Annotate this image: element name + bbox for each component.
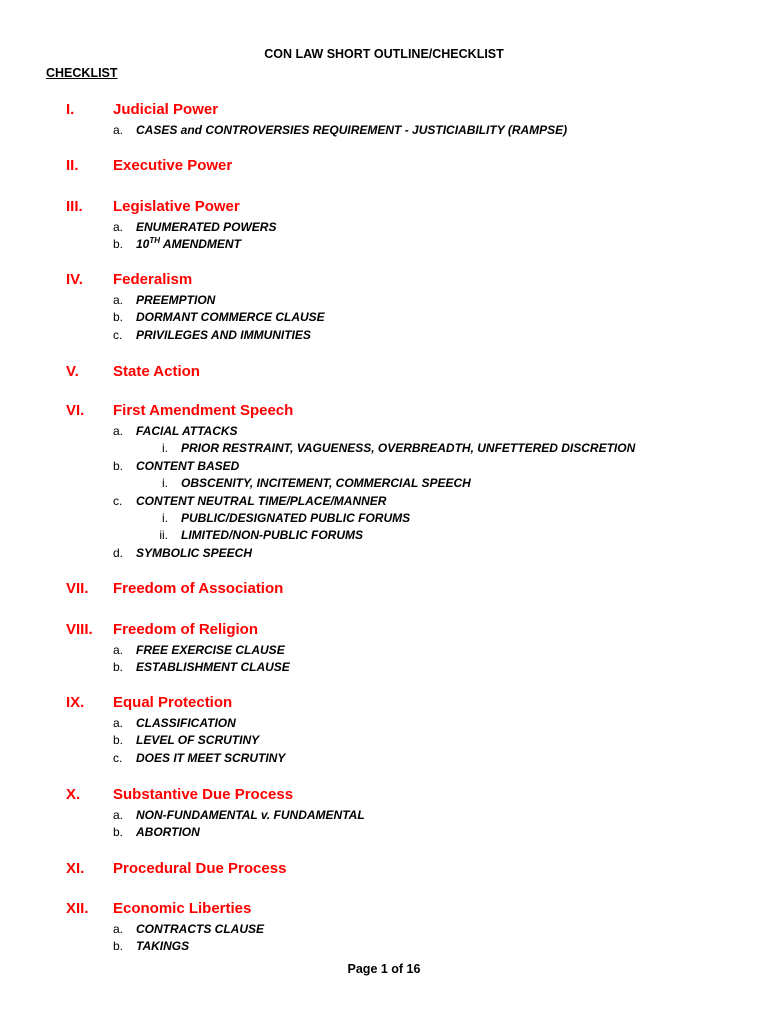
item-marker: a.: [113, 424, 124, 438]
outline-subitem: [0, 528, 768, 545]
section-title: Substantive Due Process: [113, 786, 294, 803]
outline-item: [0, 310, 768, 327]
item-text: [136, 220, 276, 234]
section-heading: [0, 198, 768, 220]
item-text: [136, 751, 285, 765]
item-marker: b.: [113, 825, 124, 840]
item-text: [136, 328, 311, 342]
section-number: VII.: [66, 580, 89, 597]
section-number: II.: [66, 157, 79, 174]
section-heading: [0, 402, 768, 424]
item-text: [136, 733, 259, 747]
item-text: [136, 123, 567, 137]
item-text-main: CONTRACTS CLAUSE: [136, 922, 264, 936]
section-heading: [0, 860, 768, 882]
document-title: CON LAW SHORT OUTLINE/CHECKLIST: [264, 47, 504, 61]
outline-section: [0, 198, 768, 255]
item-text: [136, 546, 252, 560]
item-marker: d.: [113, 545, 124, 560]
subitem-text: PUBLIC/DESIGNATED PUBLIC FORUMS: [181, 510, 411, 525]
outline-item: [0, 751, 768, 768]
outline-item: [0, 546, 768, 563]
outline-item: [0, 459, 768, 476]
subitem-text: OBSCENITY, INCITEMENT, COMMERCIAL SPEECH: [181, 476, 471, 491]
section-heading: [0, 271, 768, 293]
section-number: XII.: [66, 900, 89, 917]
section-heading: [0, 900, 768, 922]
item-text: [136, 922, 264, 936]
subitem-text: PRIOR RESTRAINT, VAGUENESS, OVERBREADTH, UNFETTERED DISCRETION: [181, 441, 636, 456]
outline-item: [0, 123, 768, 140]
section-title: Economic Liberties: [113, 900, 252, 917]
subitem-marker: ii.: [159, 528, 168, 543]
section-title: Federalism: [113, 271, 193, 288]
item-text-main: PRIVILEGES AND IMMUNITIES: [136, 327, 311, 342]
outline-item: [0, 220, 768, 237]
outline-section: [0, 363, 768, 385]
item-text: [136, 310, 325, 324]
section-heading: [0, 101, 768, 123]
outline-item: [0, 293, 768, 310]
section-title: Freedom of Association: [113, 580, 284, 597]
item-text: [136, 424, 238, 438]
item-text-main: CASES and CONTROVERSIES REQUIREMENT - JUSTICIABILITY (RAMPSE): [136, 123, 568, 137]
item-text-main: FACIAL ATTACKS: [136, 424, 238, 438]
section-title: First Amendment Speech: [113, 402, 294, 419]
page-footer: Page 1 of 16: [347, 962, 421, 976]
section-number: XI.: [66, 860, 85, 877]
outline-item: [0, 660, 768, 677]
item-marker: a.: [113, 922, 124, 936]
item-text-main: LEVEL OF SCRUTINY: [136, 733, 260, 748]
item-text-main: ABORTION: [136, 825, 200, 840]
outline-item: [0, 808, 768, 825]
item-text: [136, 939, 189, 953]
section-number: III.: [66, 198, 83, 215]
section-title: Judicial Power: [113, 101, 219, 118]
section-heading: [0, 621, 768, 643]
outline-section: [0, 860, 768, 882]
item-text: [136, 494, 386, 508]
item-text-main: ENUMERATED POWERS: [136, 220, 277, 234]
outline-item: [0, 922, 768, 939]
subitem-text: LIMITED/NON-PUBLIC FORUMS: [181, 528, 363, 543]
section-number: V.: [66, 363, 79, 380]
outline-item: [0, 424, 768, 441]
outline-item: [0, 716, 768, 733]
section-title: Freedom of Religion: [113, 621, 259, 638]
subitem-marker: i.: [162, 510, 168, 525]
item-marker: a.: [113, 123, 124, 137]
section-number: I.: [66, 101, 75, 118]
item-text: [136, 825, 200, 839]
outline-section: [0, 786, 768, 843]
item-text: [136, 293, 215, 307]
section-number: IV.: [66, 271, 83, 288]
item-text: [136, 237, 241, 251]
item-text: [136, 808, 365, 822]
item-marker: b.: [113, 310, 124, 325]
section-title: State Action: [113, 363, 200, 380]
section-heading: [0, 694, 768, 716]
item-text: [136, 459, 239, 473]
checklist-heading: CHECKLIST: [46, 66, 118, 80]
item-text-main: FREE EXERCISE CLAUSE: [136, 643, 285, 657]
outline-item: [0, 494, 768, 511]
section-heading: [0, 786, 768, 808]
item-marker: b.: [113, 237, 124, 252]
subitem-marker: i.: [162, 441, 168, 456]
section-number: X.: [66, 786, 81, 803]
outline-section: [0, 402, 768, 563]
item-marker: b.: [113, 660, 124, 675]
section-number: VIII.: [66, 621, 93, 638]
item-text-main: NON-FUNDAMENTAL v. FUNDAMENTAL: [136, 808, 365, 822]
item-text: [136, 643, 285, 657]
item-text-main: DOES IT MEET SCRUTINY: [136, 750, 286, 765]
outline-item: [0, 939, 768, 956]
item-text-main: SYMBOLIC SPEECH: [136, 545, 253, 560]
outline-item: [0, 643, 768, 660]
outline-subitem: [0, 441, 768, 458]
section-heading: [0, 363, 768, 385]
item-marker: c.: [113, 493, 123, 508]
item-text-main: PREEMPTION: [136, 293, 216, 307]
item-marker: a.: [113, 293, 124, 307]
item-marker: a.: [113, 808, 124, 822]
item-text-main: CONTENT NEUTRAL TIME/PLACE/MANNER: [136, 493, 387, 508]
item-marker: a.: [113, 643, 124, 657]
item-marker: a.: [113, 716, 124, 730]
outline-section: [0, 271, 768, 345]
outline-section: [0, 621, 768, 678]
subitem-marker: i.: [162, 476, 168, 491]
item-text-main: CLASSIFICATION: [136, 716, 236, 730]
outline-section: [0, 900, 768, 957]
outline-section: [0, 101, 768, 140]
item-marker: c.: [113, 750, 123, 765]
item-text-superscript: TH: [149, 236, 161, 246]
section-number: VI.: [66, 402, 85, 419]
item-text-main: DORMANT COMMERCE CLAUSE: [136, 310, 325, 325]
section-title: Executive Power: [113, 157, 233, 174]
outline-item: [0, 733, 768, 750]
item-text-suffix: AMENDMENT: [160, 237, 241, 252]
outline-section: [0, 580, 768, 602]
section-title: Procedural Due Process: [113, 860, 287, 877]
item-text: [136, 660, 290, 674]
section-title: Equal Protection: [113, 694, 233, 711]
item-marker: a.: [113, 220, 124, 234]
item-text-main: TAKINGS: [136, 939, 190, 954]
item-marker: c.: [113, 327, 123, 342]
item-text-main: 10: [136, 237, 150, 252]
section-title: Legislative Power: [113, 198, 240, 215]
item-marker: b.: [113, 939, 124, 954]
outline-section: [0, 157, 768, 179]
outline-item: [0, 237, 768, 254]
item-text: [136, 716, 236, 730]
outline-item: [0, 328, 768, 345]
item-text-main: CONTENT BASED: [136, 458, 240, 473]
item-marker: b.: [113, 733, 124, 748]
outline-subitem: [0, 476, 768, 493]
section-heading: [0, 580, 768, 602]
section-heading: [0, 157, 768, 179]
section-number: IX.: [66, 694, 85, 711]
outline-subitem: [0, 511, 768, 528]
outline-section: [0, 694, 768, 768]
item-text-main: ESTABLISHMENT CLAUSE: [136, 660, 290, 675]
outline-item: [0, 825, 768, 842]
item-marker: b.: [113, 458, 124, 473]
